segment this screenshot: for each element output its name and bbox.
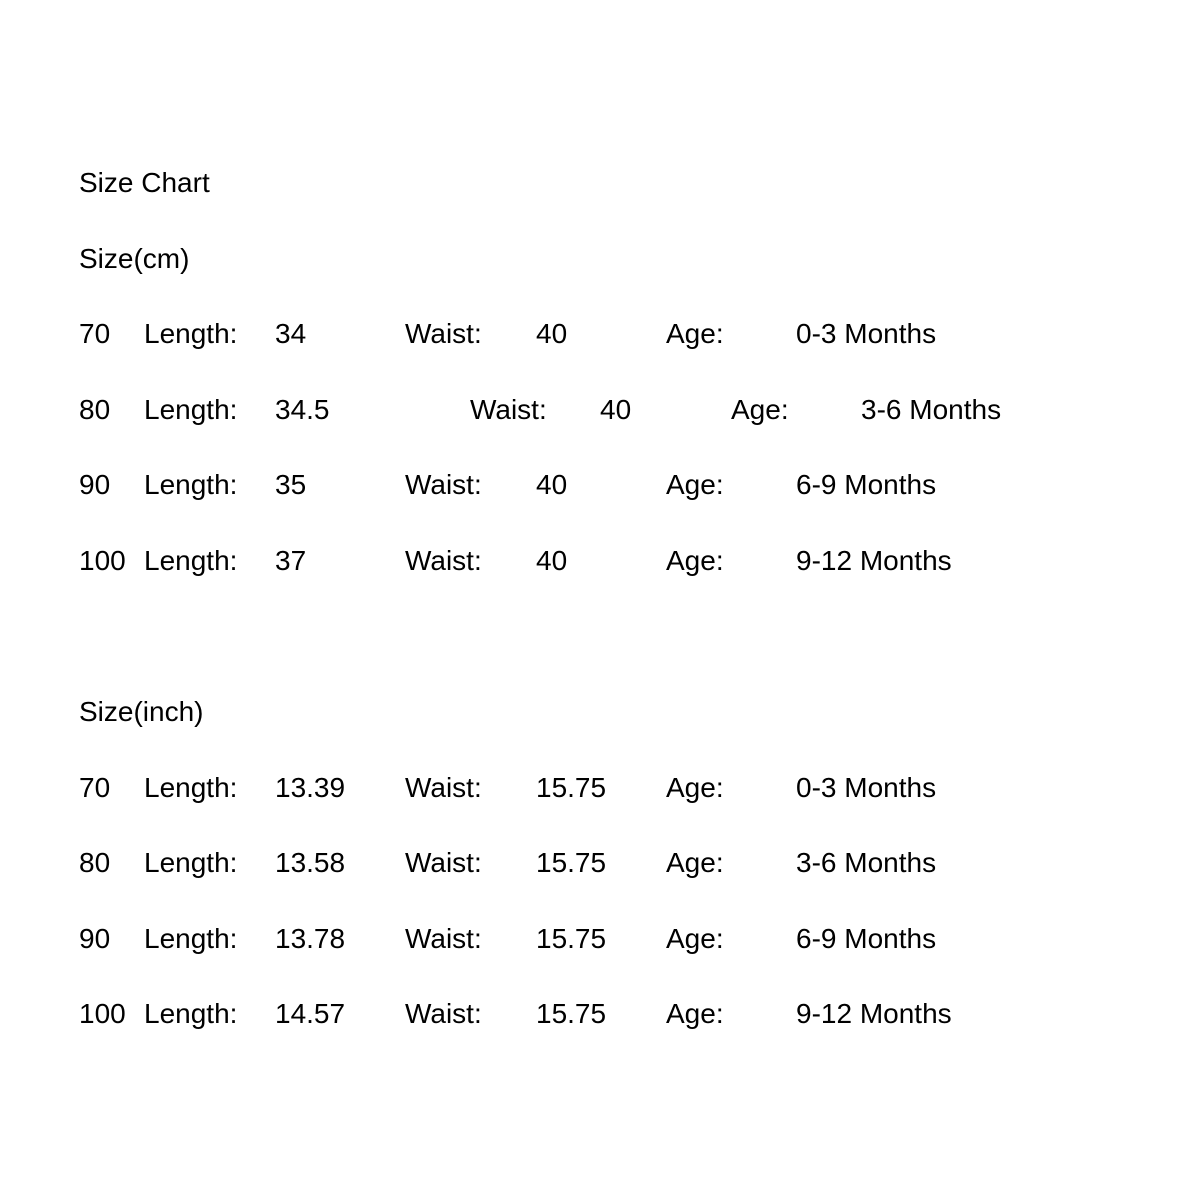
inch-heading-line <box>0 692 1200 732</box>
waist-label: Waist: <box>405 847 482 878</box>
length-value: 13.39 <box>275 772 346 803</box>
inch-row <box>0 994 1200 1034</box>
waist-label: Waist: <box>405 318 482 349</box>
age-label: Age: <box>666 545 724 576</box>
age-label: Age: <box>666 318 724 349</box>
page-title: Size Chart <box>79 167 210 198</box>
inch-row <box>0 843 1200 883</box>
length-label: Length: <box>144 772 238 803</box>
waist-value: 40 <box>600 394 632 425</box>
length-label: Length: <box>144 394 238 425</box>
waist-value: 40 <box>536 318 568 349</box>
age-label: Age: <box>666 469 724 500</box>
age-label: Age: <box>731 394 789 425</box>
waist-value: 40 <box>536 469 568 500</box>
age-label: Age: <box>666 998 724 1029</box>
cm-section-heading: Size(cm) <box>79 243 190 274</box>
length-value: 35 <box>275 469 307 500</box>
waist-label: Waist: <box>405 469 482 500</box>
size-value: 80 <box>79 847 111 878</box>
size-value: 70 <box>79 318 111 349</box>
inch-section-heading: Size(inch) <box>79 696 204 727</box>
waist-label: Waist: <box>405 998 482 1029</box>
age-value: 9-12 Months <box>796 998 952 1029</box>
size-value: 70 <box>79 772 111 803</box>
cm-row <box>0 465 1200 505</box>
cm-heading-line <box>0 239 1200 279</box>
waist-value: 15.75 <box>536 923 607 954</box>
cm-row <box>0 314 1200 354</box>
waist-label: Waist: <box>470 394 547 425</box>
size-chart-title-line <box>0 163 1200 203</box>
age-label: Age: <box>666 772 724 803</box>
length-value: 37 <box>275 545 307 576</box>
waist-value: 15.75 <box>536 847 607 878</box>
waist-value: 15.75 <box>536 772 607 803</box>
age-value: 0-3 Months <box>796 318 937 349</box>
age-label: Age: <box>666 847 724 878</box>
age-label: Age: <box>666 923 724 954</box>
cm-row <box>0 541 1200 581</box>
age-value: 9-12 Months <box>796 545 952 576</box>
length-label: Length: <box>144 469 238 500</box>
length-label: Length: <box>144 318 238 349</box>
length-value: 13.78 <box>275 923 346 954</box>
inch-row <box>0 919 1200 959</box>
size-value: 100 <box>79 545 126 576</box>
waist-value: 15.75 <box>536 998 607 1029</box>
age-value: 3-6 Months <box>796 847 937 878</box>
size-value: 90 <box>79 923 111 954</box>
length-label: Length: <box>144 545 238 576</box>
length-value: 13.58 <box>275 847 346 878</box>
age-value: 3-6 Months <box>861 394 1002 425</box>
age-value: 0-3 Months <box>796 772 937 803</box>
waist-label: Waist: <box>405 772 482 803</box>
length-value: 34 <box>275 318 307 349</box>
cm-row <box>0 390 1200 430</box>
length-label: Length: <box>144 998 238 1029</box>
length-label: Length: <box>144 923 238 954</box>
waist-label: Waist: <box>405 545 482 576</box>
inch-row <box>0 768 1200 808</box>
waist-label: Waist: <box>405 923 482 954</box>
size-value: 100 <box>79 998 126 1029</box>
waist-value: 40 <box>536 545 568 576</box>
age-value: 6-9 Months <box>796 469 937 500</box>
length-value: 34.5 <box>275 394 330 425</box>
length-label: Length: <box>144 847 238 878</box>
length-value: 14.57 <box>275 998 346 1029</box>
age-value: 6-9 Months <box>796 923 937 954</box>
size-value: 90 <box>79 469 111 500</box>
size-value: 80 <box>79 394 111 425</box>
